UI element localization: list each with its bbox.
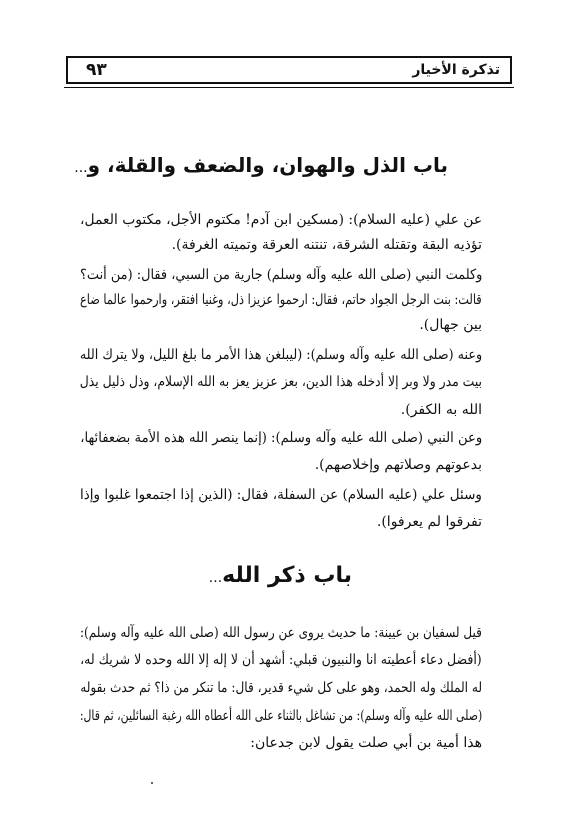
section-heading-text: باب الذل والهوان، والضعف والقلة، و — [87, 153, 448, 177]
section-heading-text: باب ذكر الله — [222, 563, 352, 588]
text-line: له الملك وله الحمد، وهو على كل شيء قدير، قال: ما تنكر من ذا؟ ثم حدث بقوله — [80, 680, 482, 696]
text-line: الله به الكفر). — [400, 402, 482, 418]
text-line: بيت مدر ولا وبر إلا أدخله هذا الدين، بعز عزيز يعز به الله الإسلام، وذل ذليل يذل — [79, 374, 482, 390]
text-line: قيل لسفيان بن عيينة: ما حديث يروى عن رسول الله (صلى الله عليه وآله وسلم): — [80, 625, 482, 641]
section-heading-humiliation — [74, 153, 448, 177]
page-number: ٩٣ — [86, 60, 107, 80]
heading-ellipsis: ... — [208, 570, 223, 586]
text-line: قالت: بنت الرجل الجواد حاتم، فقال: ارحموا عزيزا ذل، وغنيا افتقر، وارحموا عالما ضاع — [80, 292, 482, 308]
heading-ellipsis: ... — [74, 160, 88, 176]
text-line: (أفضل دعاء أعطيته انا والنبيون قبلي: أشهد أن لا إله إلا الله وحده لا شريك له، — [80, 652, 482, 668]
text-line: وسئل علي (عليه السلام) عن السفلة، فقال: (الذين إذا اجتمعوا غلبوا وإذا — [80, 487, 482, 503]
running-header — [66, 56, 512, 84]
scan-speck — [151, 782, 153, 784]
text-line: تفرقوا لم يعرفوا). — [376, 514, 482, 530]
text-line: هذا أمية بن أبي صلت يقول لابن جدعان: — [250, 735, 482, 751]
text-line: (صلى الله عليه وآله وسلم): من تشاغل بالثناء على الله أعطاه الله رغبة السائلين، ثم قال: — [79, 708, 482, 724]
text-line: وكلمت النبي (صلى الله عليه وآله وسلم) جارية من السبي، فقال: (من أنت؟ — [79, 267, 482, 283]
text-line: تؤذيه البقة وتقتله الشرقة، تنتنه العرقة وتميته الغرفة). — [171, 237, 482, 253]
text-line: بدعوتهم وصلاتهم وإخلاصهم). — [314, 457, 482, 473]
section-heading-remembrance — [209, 563, 352, 588]
text-line: وعنه (صلى الله عليه وآله وسلم): (ليبلغن هذا الأمر ما بلغ الليل، ولا يترك الله — [79, 347, 482, 363]
text-line: عن علي (عليه السلام): (مسكين ابن آدم! مكتوم الأجل، مكتوب العمل، — [79, 212, 482, 228]
text-line: وعن النبي (صلى الله عليه وآله وسلم): (إنما ينصر الله هذه الأمة بضعفائها، — [79, 430, 482, 446]
book-title: تذكرة الأخيار — [412, 62, 500, 78]
text-line: بين جهال). — [419, 317, 482, 333]
